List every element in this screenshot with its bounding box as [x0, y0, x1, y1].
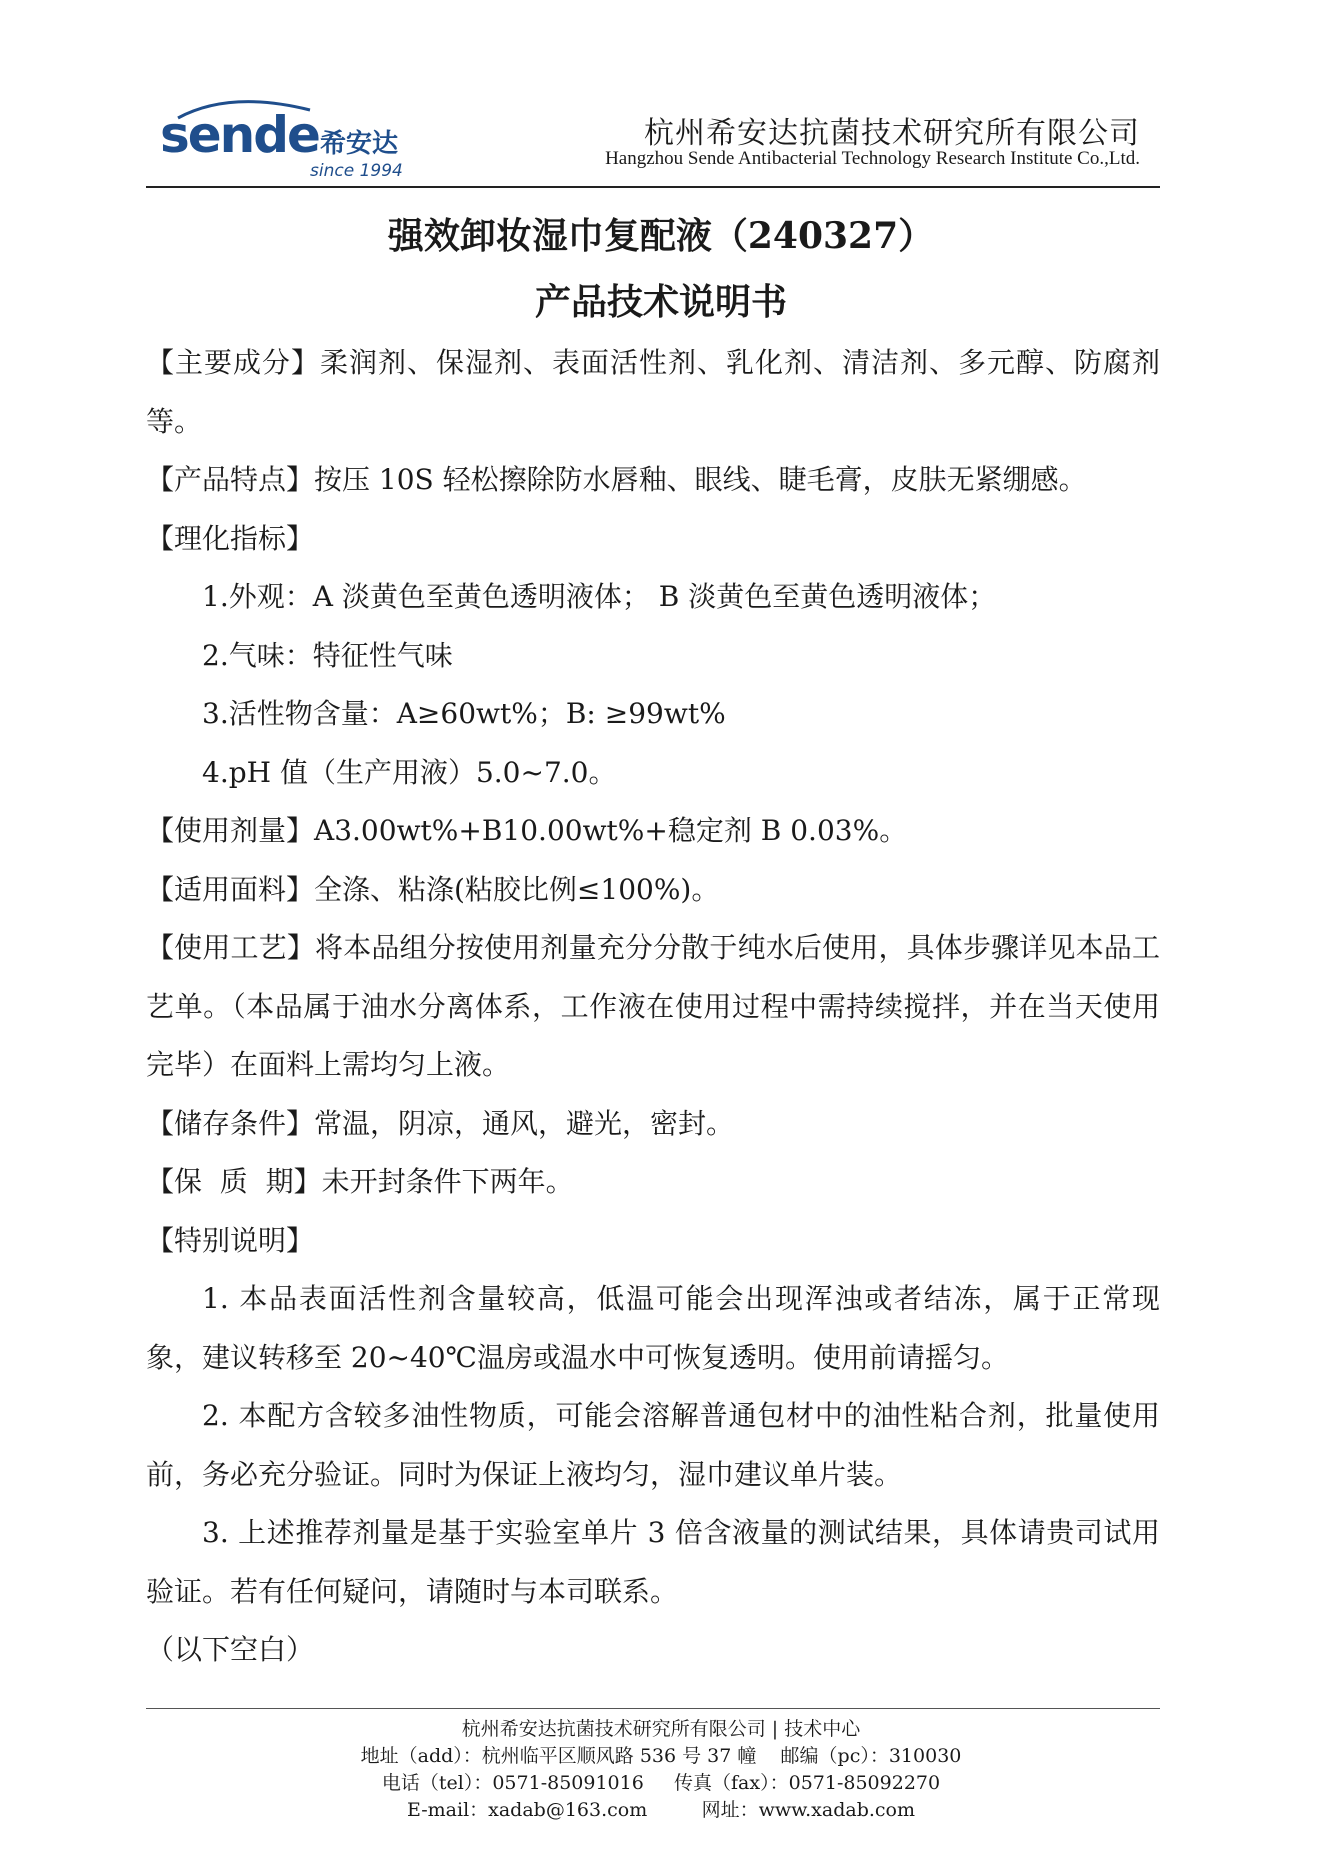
- logo-cn: 希安达: [320, 129, 399, 159]
- header-divider: [146, 186, 1160, 188]
- section-storage: 【储存条件】常温，阴凉，通风，避光，密封。: [146, 1106, 735, 1140]
- document-title: 强效卸妆湿巾复配液（240327）: [387, 215, 935, 257]
- footer-company: 杭州希安达抗菌技术研究所有限公司 | 技术中心: [461, 1718, 861, 1740]
- section-main-ingredients: 【主要成分】柔润剂、保湿剂、表面活性剂、乳化剂、清洁剂、多元醇、防腐剂等。: [146, 346, 1160, 438]
- document-body: [146, 334, 1160, 1680]
- footer-phone-fax: 电话（tel）：0571-85091016 传真（fax）：0571-85092270: [381, 1772, 941, 1794]
- note-item: 3. 上述推荐剂量是基于实验室单片 3 倍含液量的测试结果，具体请贵司试用验证。若有任何疑问，请随时与本司联系。: [146, 1516, 1160, 1608]
- logo-wordmark: sende: [160, 106, 319, 164]
- section-dosage: 【使用剂量】A3.00wt%+B10.00wt%+稳定剂 B 0.03%。: [146, 814, 908, 847]
- company-logo: [160, 96, 430, 178]
- section-specs-heading: 【理化指标】: [146, 521, 315, 555]
- note-item: 2. 本配方含较多油性物质，可能会溶解普通包材中的油性粘合剂，批量使用前，务必充分验证。同时为保证上液均匀，湿巾建议单片装。: [146, 1399, 1160, 1491]
- spec-item: 3.活性物含量：A≥60wt%；B: ≥99wt%: [202, 697, 726, 730]
- document-subtitle: 产品技术说明书: [534, 281, 787, 323]
- footer: [0, 1716, 1322, 1824]
- company-name-cn: 杭州希安达抗菌技术研究所有限公司: [644, 116, 1140, 151]
- section-process: 【使用工艺】将本品组分按使用剂量充分分散于纯水后使用，具体步骤详见本品工艺单。（本品属于油水分离体系，工作液在使用过程中需持续搅拌，并在当天使用完毕）在面料上需均匀上液。: [146, 931, 1160, 1081]
- spec-item: 1.外观：A 淡黄色至黄色透明液体； B 淡黄色至黄色透明液体；: [202, 580, 997, 613]
- section-shelf-life: 【保 质 期】未开封条件下两年。: [146, 1165, 574, 1198]
- footer-email-web: E-mail：xadab@163.com 网址：www.xadab.com: [407, 1799, 915, 1821]
- note-item: 1. 本品表面活性剂含量较高，低温可能会出现浑浊或者结冻，属于正常现象，建议转移至 20~40℃温房或温水中可恢复透明。使用前请摇匀。: [146, 1282, 1160, 1374]
- logo-since: since 1994: [310, 161, 403, 178]
- company-name-en: Hangzhou Sende Antibacterial Technology Research Institute Co.,Ltd.: [605, 148, 1140, 169]
- section-fabrics: 【适用面料】全涤、粘涤(粘胶比例≤100%)。: [146, 872, 720, 906]
- section-special-notes-heading: 【特别说明】: [146, 1223, 315, 1257]
- footer-address: 地址（add）：杭州临平区顺风路 536 号 37 幢 邮编（pc）：310030: [360, 1745, 962, 1767]
- footer-divider: [146, 1708, 1160, 1709]
- spec-item: 4.pH 值（生产用液）5.0~7.0。: [202, 755, 617, 789]
- closing-blank-note: （以下空白）: [146, 1633, 315, 1666]
- section-product-features: 【产品特点】按压 10S 轻松擦除防水唇釉、眼线、睫毛膏，皮肤无紧绷感。: [146, 463, 1087, 496]
- sende-logo-mark: [160, 96, 430, 178]
- spec-item: 2.气味：特征性气味: [202, 638, 453, 672]
